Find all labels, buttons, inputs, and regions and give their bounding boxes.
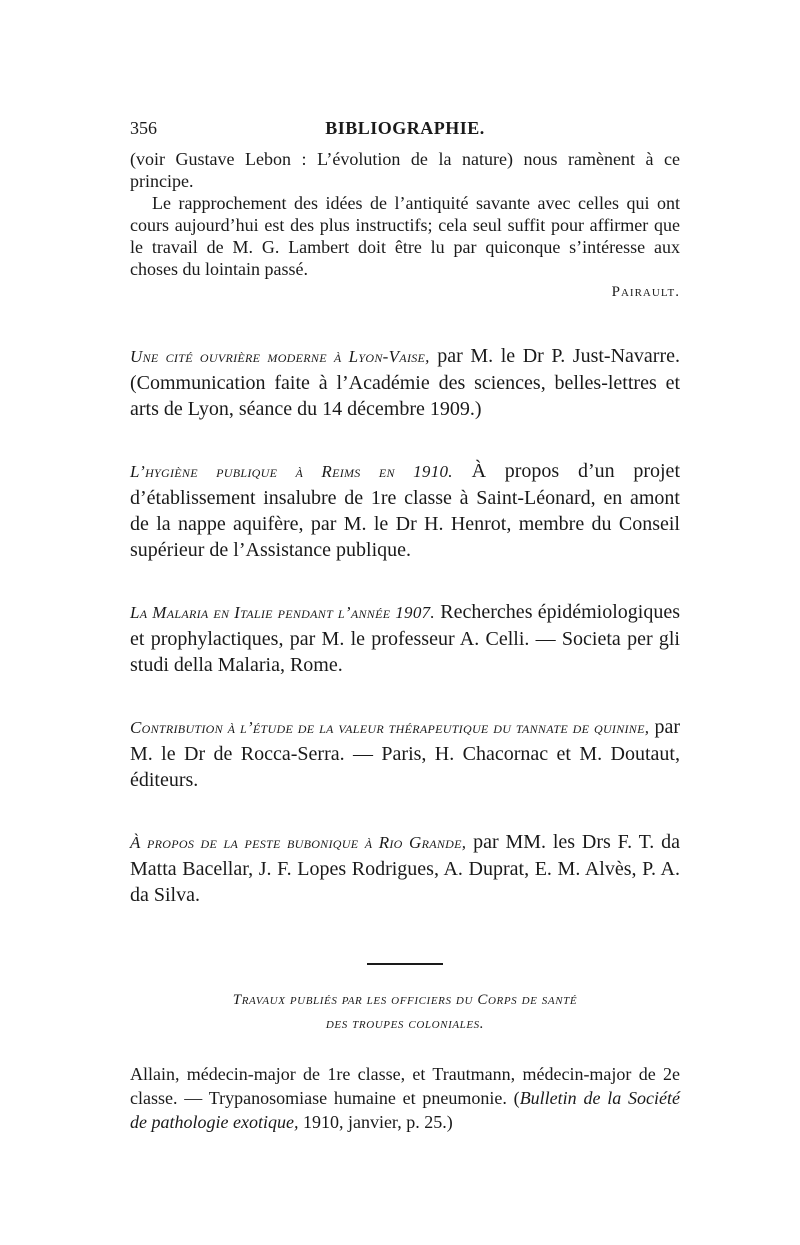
section-divider [130,948,680,958]
final-entry-tail: 1910, janvier, p. 25.) [298,1112,453,1132]
entry-title: La Malaria en Italie pendant l’année 1907. [130,603,435,622]
section-title-line-1: Travaux publiés par les officiers du Corps de santé [232,992,578,1008]
final-entry [130,1062,680,1134]
entry-title: L’hygiène publique à Reims en 1910. [130,462,453,481]
entry-text: par MM. les Drs F. T. da Matta Bacellar, J. F. Lopes Rodrigues, A. Duprat, E. M. Alvès, P. A. da Silva. [130,831,680,906]
entry-title: À propos de la peste bubonique à Rio Grande, [130,833,467,852]
final-entry-journal: Bulletin de la Société de pathologie exotique, [130,1088,681,1132]
entry-text: par M. le Dr P. Just-Navarre. (Communication faite à l’Académie des sciences, belles-lettres et arts de Lyon, séance du 14 décembre 1909.) [130,345,680,420]
bibliography-entry [130,599,680,678]
bibliography-entry [130,343,680,422]
entry-text: À propos d’un projet d’établissement insalubre de 1re classe à Saint-Léonard, en amont de la nappe aquifère, par M. le Dr H. Henrot, membre du Conseil supérieur de l’Assistance publique. [130,460,680,561]
entry-title: Contribution à l’étude de la valeur thérapeutique du tannate de quinine, [130,718,650,737]
bibliography-entry [130,714,680,793]
section-title-line-2: des troupes coloniales. [325,1016,485,1032]
page-header [130,118,680,148]
divider-rule [367,963,443,965]
page-number: 356 [130,118,157,138]
bibliography-entry [130,458,680,563]
entry-text: par M. le Dr de Rocca-Serra. — Paris, H. Chacornac et M. Doutaut, éditeurs. [130,716,680,791]
review-signature: Pairault. [611,284,680,300]
review-paragraph-1: (voir Gustave Lebon : L’évolution de la nature) nous ramènent à ce principe. [130,149,680,191]
final-entry-text: Allain, médecin-major de 1re classe, et Trautmann, médecin-major de 2e classe. — Trypanosomiase humaine et pneumonie. ( [130,1064,680,1108]
entry-title: Une cité ouvrière moderne à Lyon-Vaise, [130,347,430,366]
page [130,118,680,1134]
section-title [130,988,680,1036]
entry-text: Recherches épidémiologiques et prophylactiques, par M. le professeur A. Celli. — Societa per gli studi della Malaria, Rome. [130,601,680,676]
review-paragraph-2: Le rapprochement des idées de l’antiquité savante avec celles qui ont cours aujourd’hui est des plus instructifs; cela seul suffit pour affirmer que le travail de M. G. Lambert doit être lu par quiconque s’intéresse aux choses du lointain passé. [130,193,680,279]
bibliography-entry [130,829,680,908]
running-title: BIBLIOGRAPHIE. [325,118,485,138]
